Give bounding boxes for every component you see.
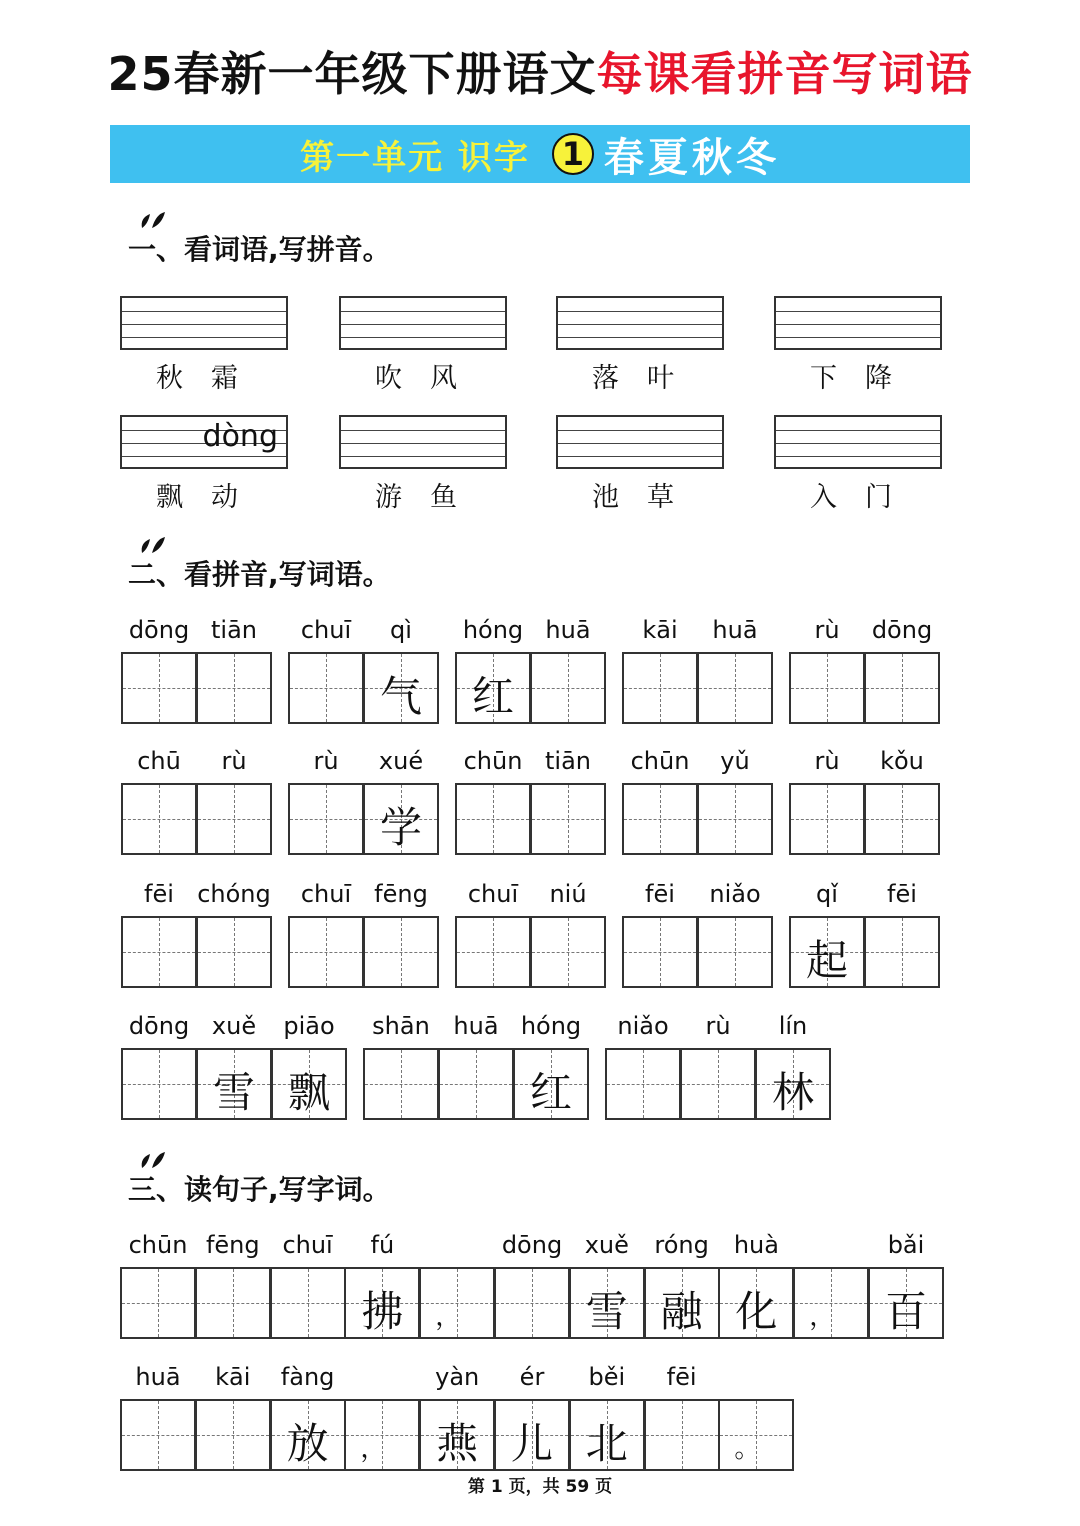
pinyin-label: chóng — [197, 880, 271, 908]
tianzige-cell — [793, 1267, 869, 1339]
tianzige-cell — [530, 652, 606, 724]
tianzige-cell — [644, 1267, 720, 1339]
section3-title: 三、读句子,写字词。 — [128, 1173, 391, 1206]
tianzige-cell — [697, 916, 773, 988]
tianzige-cell — [718, 1267, 794, 1339]
pinyin-writing-grid — [339, 415, 507, 469]
tianzige-cell — [270, 1399, 346, 1471]
tianzige-cell — [605, 1048, 681, 1120]
pinyin-writing-grid — [120, 296, 288, 350]
tianzige-cell — [864, 783, 940, 855]
pinyin-label: kāi — [215, 1363, 251, 1391]
pinyin-label: dōng — [128, 616, 190, 644]
vocab-word: 下降 — [810, 363, 920, 394]
tianzige-cell — [195, 1267, 271, 1339]
vocab-word: 游鱼 — [375, 482, 485, 513]
tianzige-cell — [789, 916, 865, 988]
vocab-word: 飘动 — [156, 482, 266, 513]
tianzige-cell — [196, 783, 272, 855]
pinyin-label: hóng — [520, 1012, 582, 1040]
pinyin-label: chuī — [300, 616, 352, 644]
tianzige-cell — [363, 783, 439, 855]
pinyin-label: chuī — [300, 880, 352, 908]
unit-banner — [110, 125, 970, 183]
pinyin-label: fú — [370, 1231, 395, 1259]
grid-line — [558, 456, 722, 457]
pinyin-label: rù — [221, 747, 247, 775]
tianzige-cell — [455, 783, 531, 855]
punctuation-mark: 。 — [734, 1434, 761, 1464]
pinyin-label: niú — [549, 880, 587, 908]
title-red: 每课看拼音写词语 — [596, 47, 973, 101]
tianzige-cell — [789, 783, 865, 855]
grid-line — [558, 311, 722, 312]
pinyin-label: xuě — [584, 1231, 629, 1259]
tianzige-cell — [270, 1267, 346, 1339]
pinyin-label: kāi — [642, 616, 678, 644]
pinyin-label: ér — [519, 1363, 545, 1391]
tianzige-cell — [344, 1267, 420, 1339]
given-character: 融 — [660, 1287, 703, 1336]
pinyin-label: bǎi — [887, 1231, 925, 1259]
tianzige-cell — [121, 916, 197, 988]
pinyin-label: chuī — [282, 1231, 333, 1259]
pinyin-writing-grid — [120, 415, 288, 469]
pinyin-label: rù — [814, 616, 840, 644]
given-character: 化 — [735, 1287, 778, 1336]
given-character: 红 — [471, 672, 514, 721]
pinyin-label: fēi — [887, 880, 917, 908]
vocab-word: 落叶 — [592, 363, 702, 394]
tianzige-cell — [195, 1399, 271, 1471]
pinyin-label: huā — [712, 616, 758, 644]
pinyin-label: fàng — [280, 1363, 335, 1391]
tianzige-cell — [196, 1048, 272, 1120]
tianzige-cell — [494, 1399, 570, 1471]
pinyin-label: róng — [654, 1231, 709, 1259]
pinyin-label: niǎo — [709, 880, 761, 908]
tianzige-cell — [513, 1048, 589, 1120]
punctuation-mark: ， — [809, 1302, 836, 1332]
tianzige-cell — [789, 652, 865, 724]
pinyin-label: chūn — [630, 747, 690, 775]
grid-line — [341, 430, 505, 431]
pinyin-label: rù — [814, 747, 840, 775]
given-character: 起 — [805, 936, 848, 985]
punctuation-mark: ， — [360, 1434, 387, 1464]
page-footer: 第 1 页，共 59 页 — [467, 1477, 613, 1497]
tianzige-cell — [680, 1048, 756, 1120]
tianzige-cell — [363, 652, 439, 724]
tianzige-cell — [622, 783, 698, 855]
tianzige-cell — [271, 1048, 347, 1120]
leaf-icon — [138, 535, 166, 555]
leaf-icon — [138, 210, 166, 230]
given-character: 百 — [884, 1287, 927, 1336]
pinyin-writing-grid — [774, 415, 942, 469]
pinyin-writing-grid — [339, 296, 507, 350]
pinyin-label: shān — [372, 1012, 430, 1040]
grid-line — [776, 324, 940, 325]
pinyin-label: dōng — [501, 1231, 563, 1259]
tianzige-cell — [530, 783, 606, 855]
pinyin-label: qǐ — [816, 880, 838, 908]
pinyin-label: yàn — [435, 1363, 480, 1391]
pinyin-label: tiān — [211, 616, 257, 644]
pinyin-label: dōng — [128, 1012, 190, 1040]
vocab-word: 池草 — [592, 482, 702, 513]
pinyin-label: dōng — [871, 616, 933, 644]
lesson-number-badge: 1 — [552, 133, 594, 175]
tianzige-cell — [419, 1267, 495, 1339]
tianzige-cell — [864, 652, 940, 724]
tianzige-cell — [288, 783, 364, 855]
tianzige-cell — [494, 1267, 570, 1339]
pinyin-label: chūn — [463, 747, 523, 775]
tianzige-cell — [755, 1048, 831, 1120]
grid-line — [122, 311, 286, 312]
pinyin-label: rù — [705, 1012, 731, 1040]
section3-heading — [128, 1168, 391, 1208]
pinyin-label: lín — [778, 1012, 808, 1040]
pinyin-label: chū — [137, 747, 181, 775]
pinyin-label: fēi — [144, 880, 174, 908]
tianzige-cell — [344, 1399, 420, 1471]
grid-line — [558, 337, 722, 338]
pinyin-label: běi — [588, 1363, 626, 1391]
tianzige-cell — [864, 916, 940, 988]
pinyin-label: fēi — [645, 880, 675, 908]
tianzige-cell — [363, 1048, 439, 1120]
grid-line — [558, 443, 722, 444]
given-character: 北 — [585, 1419, 628, 1468]
tianzige-cell — [455, 916, 531, 988]
unit-label: 第一单元 识字 — [300, 137, 530, 178]
tianzige-cell — [868, 1267, 944, 1339]
grid-line — [776, 430, 940, 431]
pinyin-label: fēi — [666, 1363, 697, 1391]
given-character: 学 — [379, 803, 422, 852]
leaf-icon — [138, 1150, 166, 1170]
grid-line — [776, 443, 940, 444]
given-character: 放 — [286, 1419, 329, 1468]
page-title — [0, 38, 1080, 104]
tianzige-cell — [622, 652, 698, 724]
tianzige-cell — [120, 1267, 196, 1339]
tianzige-cell — [196, 916, 272, 988]
section2-heading — [128, 553, 391, 593]
section2-title: 二、看拼音,写词语。 — [128, 558, 391, 591]
pinyin-label: xué — [378, 747, 424, 775]
vocab-word: 吹风 — [375, 363, 485, 394]
given-character: 拂 — [361, 1287, 404, 1336]
pinyin-writing-grid — [556, 296, 724, 350]
tianzige-cell — [644, 1399, 720, 1471]
grid-line — [341, 456, 505, 457]
pinyin-label: tiān — [545, 747, 591, 775]
grid-line — [341, 443, 505, 444]
grid-line — [341, 337, 505, 338]
pinyin-writing-grid — [774, 296, 942, 350]
pinyin-label: huā — [135, 1363, 181, 1391]
grid-line — [776, 456, 940, 457]
pinyin-label: qì — [390, 616, 412, 644]
tianzige-cell — [288, 916, 364, 988]
pinyin-label: yǔ — [720, 747, 750, 775]
tianzige-cell — [718, 1399, 794, 1471]
given-character: 儿 — [510, 1419, 553, 1468]
tianzige-cell — [455, 652, 531, 724]
given-character: 燕 — [436, 1419, 479, 1468]
grid-line — [341, 324, 505, 325]
given-character: 飘 — [287, 1068, 330, 1117]
tianzige-cell — [569, 1399, 645, 1471]
tianzige-cell — [622, 916, 698, 988]
pinyin-label: huà — [733, 1231, 779, 1259]
pinyin-label: rù — [313, 747, 339, 775]
pinyin-label: fēng — [205, 1231, 260, 1259]
grid-line — [122, 456, 286, 457]
pinyin-writing-grid — [556, 415, 724, 469]
pinyin-label: huā — [453, 1012, 499, 1040]
tianzige-cell — [196, 652, 272, 724]
title-black: 25春新一年级下册语文 — [107, 47, 597, 101]
pinyin-answer: dòng — [202, 419, 278, 454]
tianzige-cell — [120, 1399, 196, 1471]
pinyin-label: xuě — [211, 1012, 257, 1040]
pinyin-label: fēng — [374, 880, 428, 908]
section1-title: 一、看词语,写拼音。 — [128, 233, 391, 266]
tianzige-cell — [363, 916, 439, 988]
tianzige-cell — [288, 652, 364, 724]
given-character: 林 — [771, 1068, 814, 1117]
tianzige-cell — [121, 652, 197, 724]
pinyin-label: huā — [545, 616, 591, 644]
punctuation-mark: ， — [435, 1302, 462, 1332]
pinyin-label: hóng — [462, 616, 524, 644]
grid-line — [558, 324, 722, 325]
lesson-title: 春夏秋冬 — [603, 134, 780, 181]
tianzige-cell — [697, 783, 773, 855]
tianzige-cell — [530, 916, 606, 988]
grid-line — [558, 430, 722, 431]
grid-line — [122, 337, 286, 338]
grid-line — [776, 337, 940, 338]
tianzige-cell — [697, 652, 773, 724]
pinyin-label: piāo — [283, 1012, 335, 1040]
vocab-word: 秋霜 — [156, 363, 266, 394]
grid-line — [341, 311, 505, 312]
grid-line — [776, 311, 940, 312]
given-character: 气 — [379, 672, 422, 721]
tianzige-cell — [121, 1048, 197, 1120]
pinyin-label: niǎo — [617, 1012, 669, 1040]
given-character: 雪 — [585, 1287, 628, 1336]
tianzige-cell — [438, 1048, 514, 1120]
given-character: 红 — [529, 1068, 572, 1117]
pinyin-label: kǒu — [880, 747, 924, 775]
vocab-word: 入门 — [810, 482, 920, 513]
grid-line — [122, 324, 286, 325]
tianzige-cell — [121, 783, 197, 855]
pinyin-label: chuī — [467, 880, 519, 908]
tianzige-cell — [569, 1267, 645, 1339]
section1-heading — [128, 228, 391, 268]
tianzige-cell — [419, 1399, 495, 1471]
pinyin-label: chūn — [128, 1231, 188, 1259]
given-character: 雪 — [212, 1068, 255, 1117]
